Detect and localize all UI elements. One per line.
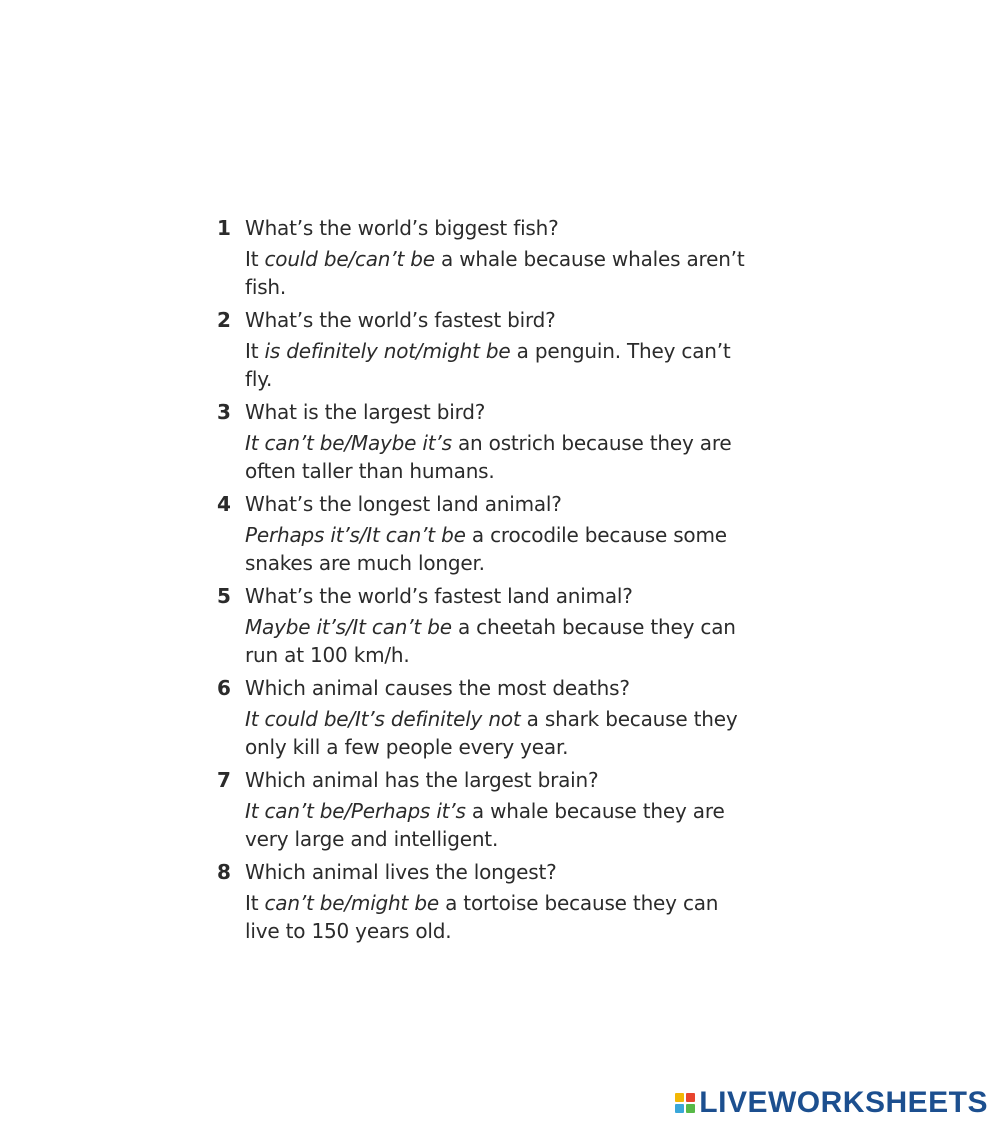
item-number: 8 xyxy=(217,860,231,884)
question-text: Which animal lives the longest? xyxy=(245,860,557,884)
answer-sentence xyxy=(245,889,757,945)
answer-choice[interactable]: Perhaps it’s/It can’t be xyxy=(245,523,466,547)
answer-rest: a cheetah because they can run at 100 km/h. xyxy=(245,615,736,667)
answer-prefix: It xyxy=(245,339,265,363)
worksheet xyxy=(217,214,757,950)
question-text: Which animal has the largest brain? xyxy=(245,768,599,792)
question-text: What is the largest bird? xyxy=(245,400,486,424)
answer-rest: a penguin. They can’t fly. xyxy=(245,339,731,391)
answer-rest: a shark because they only kill a few people every year. xyxy=(245,707,738,759)
liveworksheets-logo xyxy=(675,1088,988,1118)
question-text: What’s the world’s fastest land animal? xyxy=(245,584,633,608)
logo-square-4 xyxy=(686,1104,695,1113)
item-number: 7 xyxy=(217,768,231,792)
exercise-item-2 xyxy=(217,306,757,393)
exercise-item-4 xyxy=(217,490,757,577)
item-number: 5 xyxy=(217,584,231,608)
exercise-item-7 xyxy=(217,766,757,853)
answer-choice[interactable]: It can’t be/Perhaps it’s xyxy=(245,799,466,823)
logo-wordmark: LIVEWORKSHEETS xyxy=(699,1086,988,1119)
answer-sentence xyxy=(245,521,757,577)
answer-sentence xyxy=(245,245,757,301)
answer-choice[interactable]: could be/can’t be xyxy=(264,247,435,271)
answer-rest: a tortoise because they can live to 150 years old. xyxy=(245,891,719,943)
answer-rest: a whale because whales aren’t fish. xyxy=(245,247,745,299)
answer-sentence xyxy=(245,797,757,853)
item-number: 4 xyxy=(217,492,231,516)
answer-sentence xyxy=(245,337,757,393)
answer-choice[interactable]: can’t be/might be xyxy=(264,891,439,915)
exercise-item-8 xyxy=(217,858,757,945)
question-text: Which animal causes the most deaths? xyxy=(245,676,630,700)
answer-prefix: It xyxy=(245,247,265,271)
answer-rest: a crocodile because some snakes are much longer. xyxy=(245,523,727,575)
answer-choice[interactable]: is definitely not/might be xyxy=(264,339,511,363)
answer-choice[interactable]: Maybe it’s/It can’t be xyxy=(245,615,452,639)
logo-mark-icon xyxy=(675,1093,695,1113)
answer-rest: a whale because they are very large and intelligent. xyxy=(245,799,725,851)
exercise-item-3 xyxy=(217,398,757,485)
logo-square-3 xyxy=(675,1104,684,1113)
answer-sentence xyxy=(245,705,757,761)
answer-prefix: It xyxy=(245,891,265,915)
item-number: 3 xyxy=(217,400,231,424)
answer-sentence xyxy=(245,613,757,669)
question-text: What’s the world’s fastest bird? xyxy=(245,308,556,332)
question-text: What’s the longest land animal? xyxy=(245,492,562,516)
answer-choice[interactable]: It could be/It’s definitely not xyxy=(245,707,521,731)
item-number: 2 xyxy=(217,308,231,332)
exercise-item-6 xyxy=(217,674,757,761)
exercise-item-5 xyxy=(217,582,757,669)
question-text: What’s the world’s biggest fish? xyxy=(245,216,559,240)
item-number: 6 xyxy=(217,676,231,700)
logo-square-2 xyxy=(686,1093,695,1102)
answer-choice[interactable]: It can’t be/Maybe it’s xyxy=(245,431,452,455)
exercise-item-1 xyxy=(217,214,757,301)
answer-sentence xyxy=(245,429,757,485)
answer-rest: an ostrich because they are often taller than humans. xyxy=(245,431,732,483)
item-number: 1 xyxy=(217,216,231,240)
logo-square-1 xyxy=(675,1093,684,1102)
